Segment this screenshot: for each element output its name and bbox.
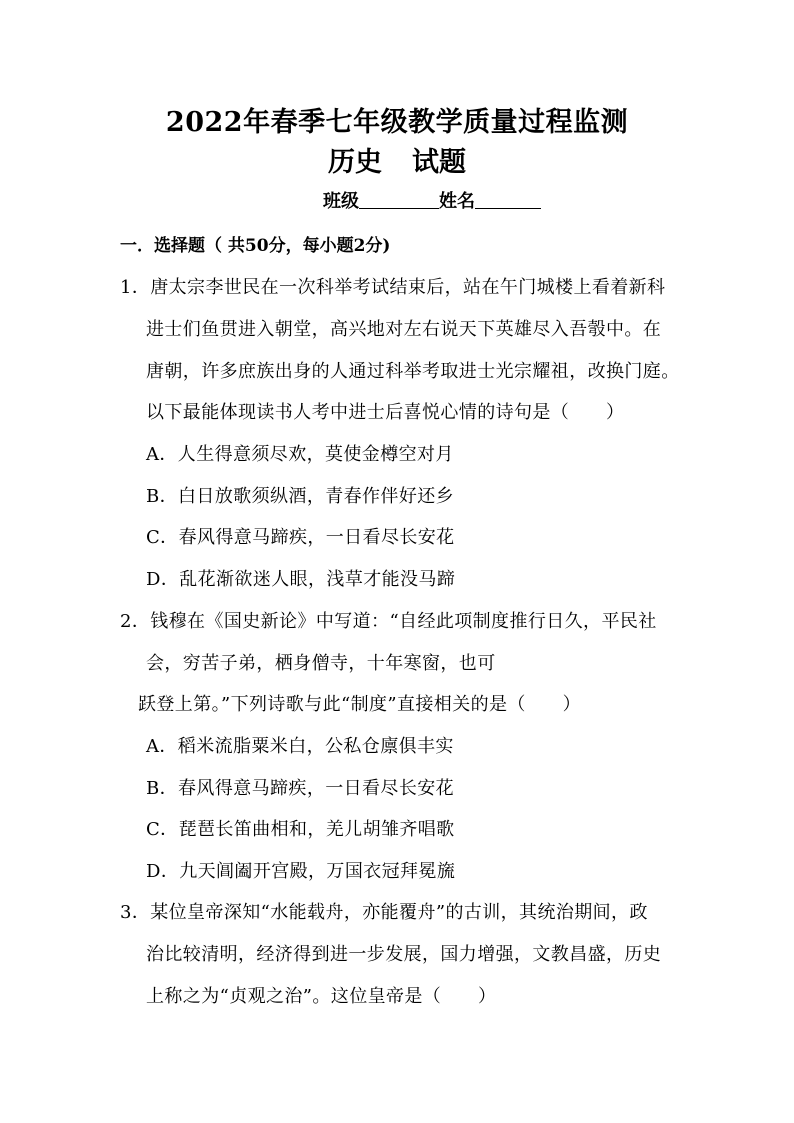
class-blank xyxy=(359,192,439,209)
name-blank xyxy=(475,192,541,209)
q2-option-a: A．稻米流脂粟米白，公私仓廪俱丰实 xyxy=(146,736,454,757)
q1-stem-line-2: 进士们鱼贯进入朝堂，高兴地对左右说天下英雄尽入吾彀中。在 xyxy=(146,319,662,340)
q2-option-b: B．春风得意马蹄疾，一日看尽长安花 xyxy=(146,778,455,799)
q1-option-c: C．春风得意马蹄疾，一日看尽长安花 xyxy=(146,527,455,548)
section-heading: 一．选择题（ 共50分，每小题2分) xyxy=(120,236,391,256)
q1-option-b: B．白日放歌须纵酒，青春作伴好还乡 xyxy=(146,486,455,507)
q3-stem-line-3: 上称之为“贞观之治”。这位皇帝是（ ） xyxy=(146,986,497,1007)
class-label: 班级 xyxy=(323,191,359,212)
q2-stem-line-2: 会，穷苦子弟，栖身僧寺，十年寒窗，也可 xyxy=(146,653,496,674)
student-info-line xyxy=(323,187,541,213)
q1-stem-line-3: 唐朝，许多庶族出身的人通过科举考取进士光宗耀祖，改换门庭。 xyxy=(146,361,680,382)
exam-title: 2022年春季七年级教学质量过程监测 xyxy=(165,107,629,138)
exam-subtitle xyxy=(0,140,794,179)
q1-option-d: D．乱花渐欲迷人眼，浅草才能没马蹄 xyxy=(146,569,456,590)
q1-option-a: A．人生得意须尽欢，莫使金樽空对月 xyxy=(146,444,454,465)
q2-option-d: D．九天阊阖开宫殿，万国衣冠拜冕旒 xyxy=(146,861,456,882)
q1-stem-line-4: 以下最能体现读书人考中进士后喜悦心情的诗句是（ ） xyxy=(146,402,625,423)
q3-stem-line-1: 3．某位皇帝深知“水能载舟，亦能覆舟”的古训，其统治期间，政 xyxy=(120,902,648,923)
q2-stem-line-1: 2．钱穆在《国史新论》中写道：“自经此项制度推行日久，平民社 xyxy=(120,611,657,632)
name-label: 姓名 xyxy=(439,191,475,212)
q3-stem-line-2: 治比较清明，经济得到进一步发展，国力增强，文教昌盛，历史 xyxy=(146,944,662,965)
q2-stem-line-3: 跃登上第。”下列诗歌与此“制度”直接相关的是（ ） xyxy=(138,694,582,715)
q1-stem-line-1: 1．唐太宗李世民在一次科举考试结束后，站在午门城楼上看着新科 xyxy=(120,277,666,298)
paper-label: 试题 xyxy=(412,147,466,178)
subject-label: 历史 xyxy=(328,147,382,178)
q2-option-c: C．琵琶长笛曲相和，羌儿胡雏齐唱歌 xyxy=(146,819,455,840)
